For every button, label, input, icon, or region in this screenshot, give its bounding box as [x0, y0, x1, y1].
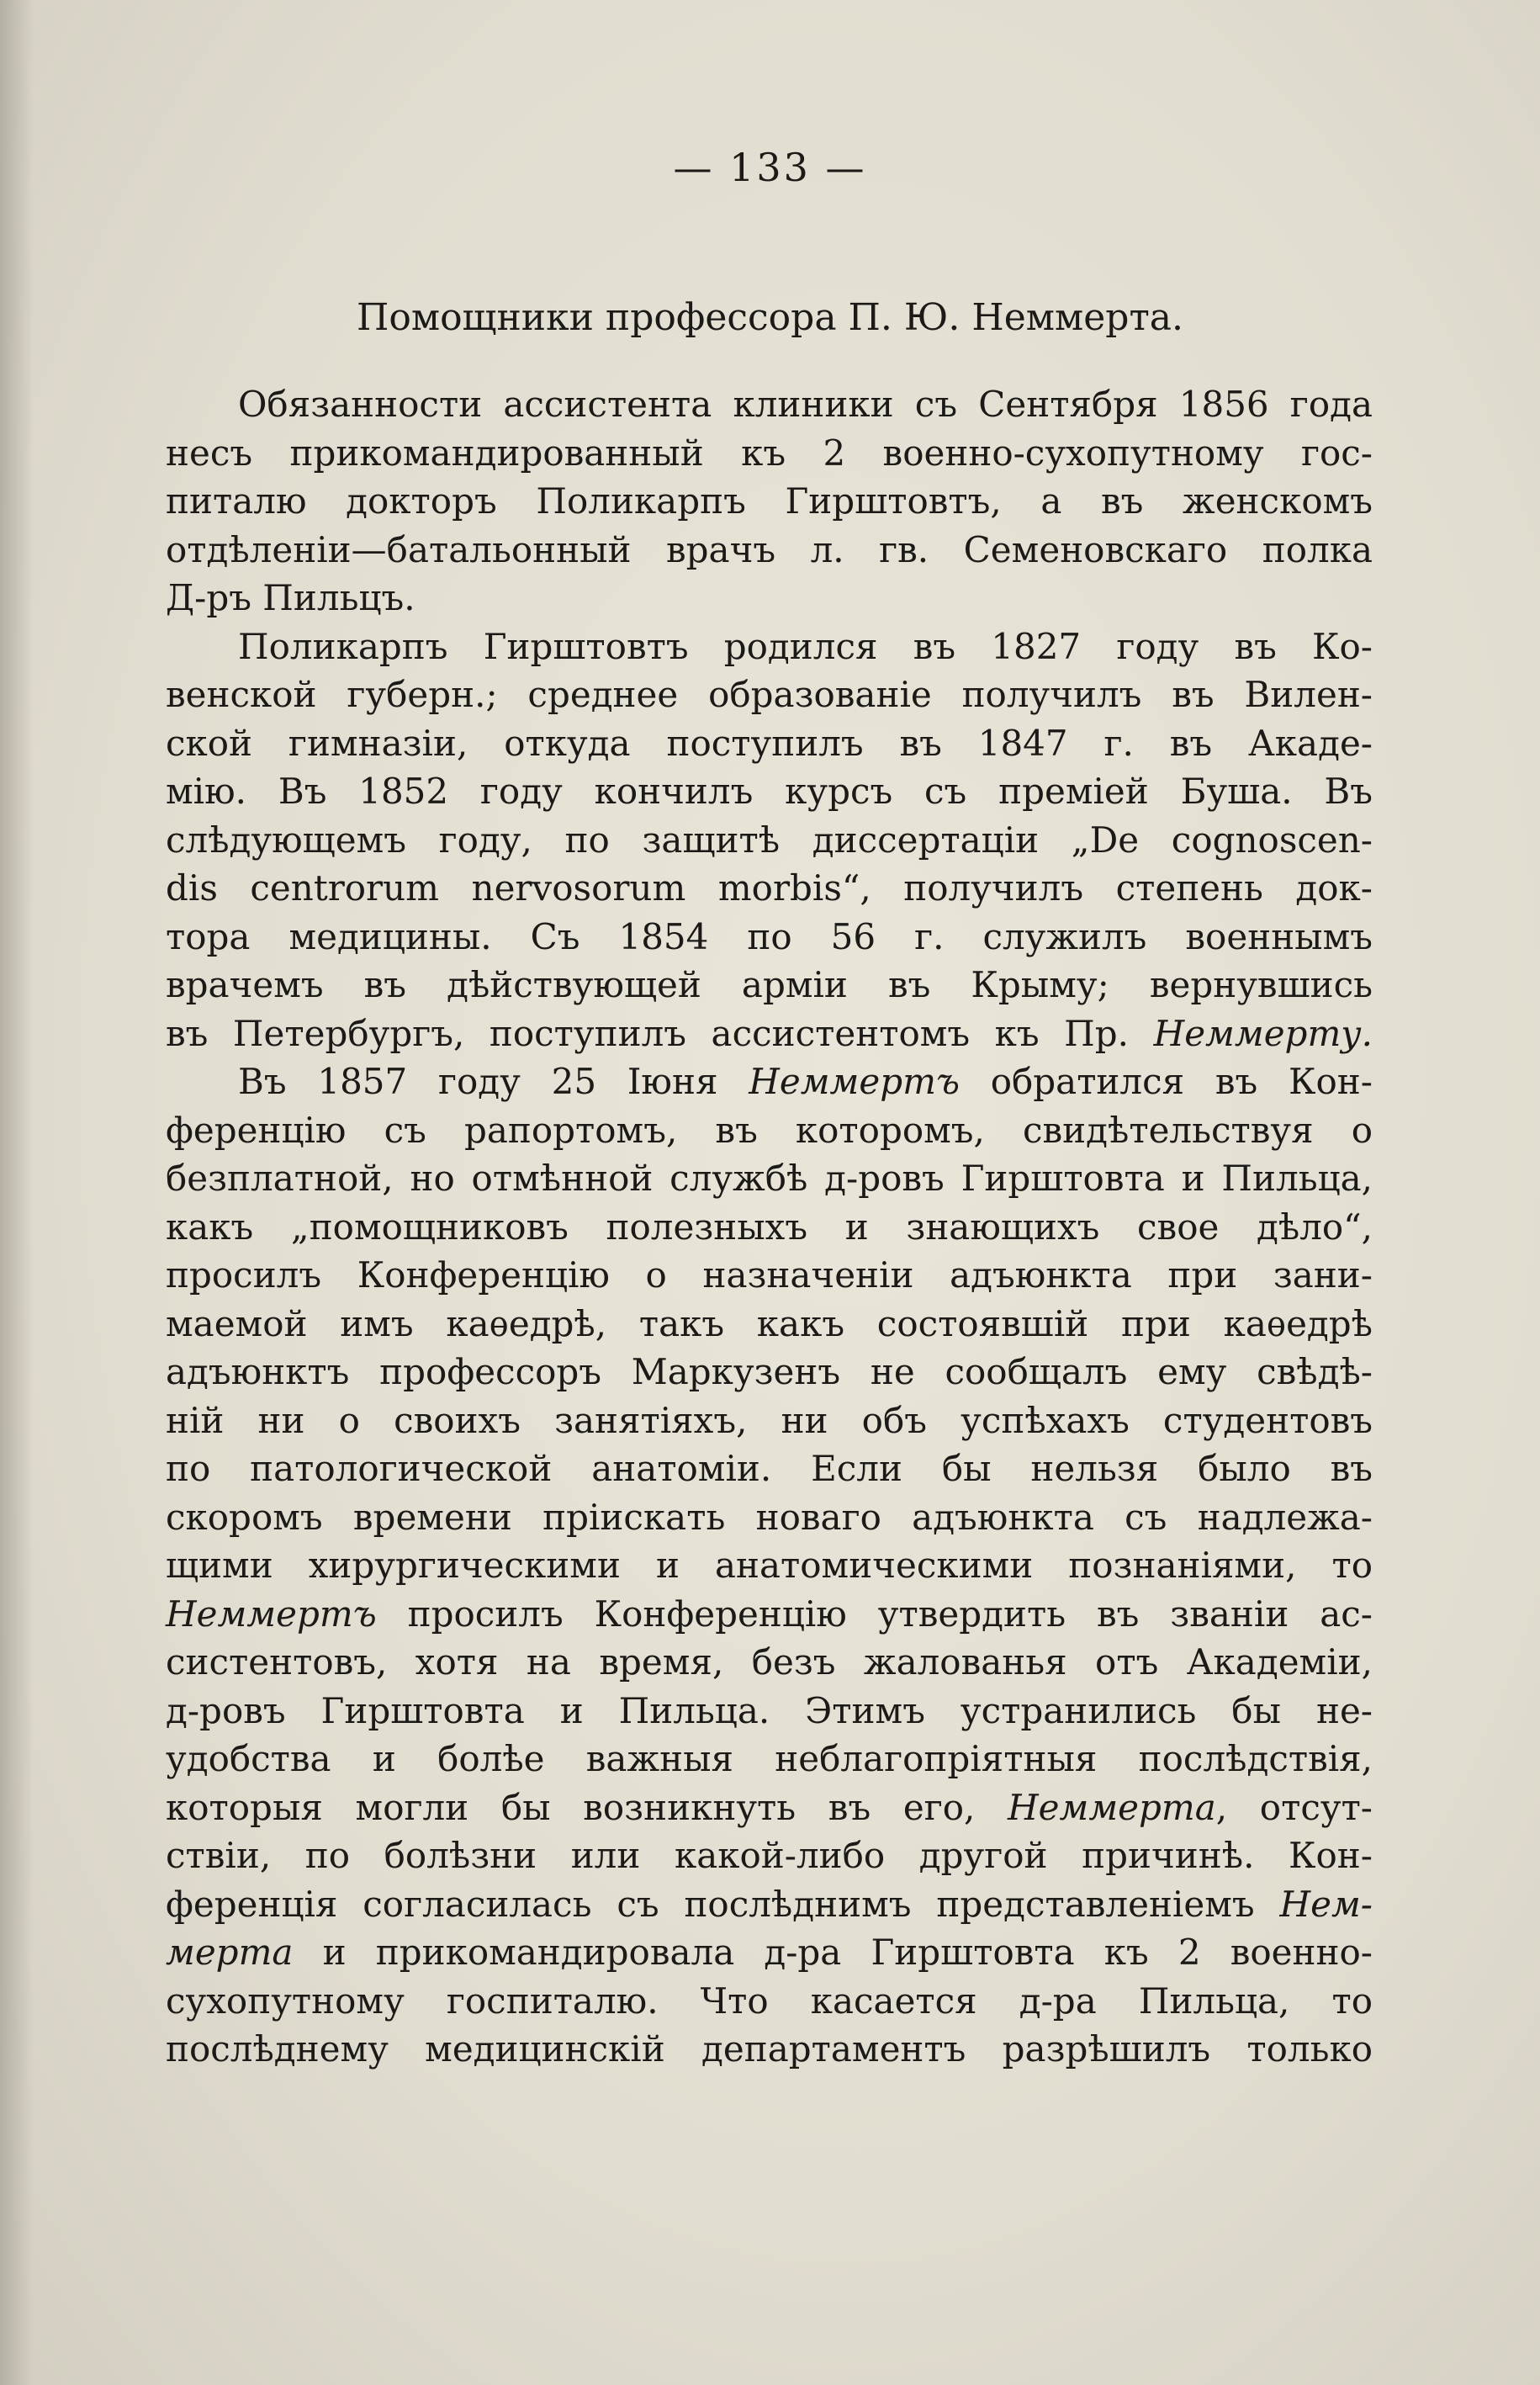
text-span: ній ни о своихъ занятіяхъ, ни объ успѣхахъ студентовъ — [166, 1400, 1373, 1441]
text-line — [166, 429, 1373, 478]
text-line — [166, 1638, 1373, 1687]
text-span: безплатной, но отмѣнной службѣ д-ровъ Гирштовта и Пильца, — [166, 1158, 1373, 1199]
text-line — [166, 1106, 1373, 1155]
text-line — [166, 1203, 1373, 1252]
italic-name: Неммертъ — [749, 1061, 960, 1102]
text-line — [166, 864, 1373, 913]
page-shadow-edge — [0, 0, 34, 2385]
italic-name: Нем- — [1279, 1884, 1373, 1925]
text-line — [166, 526, 1373, 575]
text-line — [166, 1977, 1373, 2026]
text-span: Въ 1857 году 25 Іюня — [238, 1061, 749, 1102]
text-span: отдѣленіи—батальонный врачъ л. гв. Семеновскаго полка — [166, 529, 1373, 570]
text-line — [238, 380, 1373, 429]
text-span: ференція согласилась съ послѣднимъ представленіемъ — [166, 1884, 1280, 1925]
page-number: — 133 — — [673, 145, 867, 190]
text-line — [166, 1444, 1373, 1493]
text-span: маемой имъ каѳедрѣ, такъ какъ состоявшій при каѳедрѣ — [166, 1303, 1373, 1344]
text-span: какъ „помощниковъ полезныхъ и знающихъ свое дѣло“, — [166, 1206, 1373, 1248]
text-line — [166, 1687, 1373, 1736]
text-span: Обязанности ассистента клиники съ Сентября 1856 года — [238, 384, 1373, 425]
text-span: д-ровъ Гирштовта и Пильца. Этимъ устранились бы не- — [166, 1690, 1373, 1731]
text-span: въ Петербургъ, поступилъ ассистентомъ къ Пр. — [166, 1013, 1154, 1054]
text-span: Д-ръ Пильцъ. — [166, 577, 415, 618]
text-span: удобства и болѣе важныя неблагопріятныя послѣдствія, — [166, 1738, 1373, 1779]
text-line — [238, 623, 1373, 671]
text-line — [166, 1831, 1373, 1880]
italic-name: Неммерта — [1008, 1787, 1216, 1828]
text-line — [238, 1057, 1373, 1106]
text-span: врачемъ въ дѣйствующей арміи въ Крыму; вернувшись — [166, 964, 1373, 1005]
text-line — [166, 574, 1373, 623]
text-span: и прикомандировала д-ра Гирштовта къ 2 военно- — [293, 1932, 1373, 1973]
text-line — [166, 1783, 1373, 1832]
text-line — [166, 1880, 1373, 1929]
italic-name: Неммертъ — [166, 1593, 377, 1635]
text-span: адъюнктъ профессоръ Маркузенъ не сообщалъ ему свѣдѣ- — [166, 1351, 1373, 1392]
text-span: мію. Въ 1852 году кончилъ курсъ съ преміей Буша. Въ — [166, 771, 1373, 812]
text-span: ствіи, по болѣзни или какой-либо другой причинѣ. Кон- — [166, 1835, 1373, 1876]
italic-name: мерта — [166, 1932, 294, 1973]
text-line — [166, 913, 1373, 962]
text-span: ской гимназіи, откуда поступилъ въ 1847 г. въ Акаде- — [166, 723, 1373, 764]
text-span: послѣднему медицинскій департаментъ разрѣшилъ только — [166, 2028, 1373, 2070]
text-line — [166, 670, 1373, 719]
text-line — [166, 816, 1373, 865]
text-span: dis centrorum nervosorum morbis“, получилъ степень док- — [166, 867, 1373, 909]
text-span: по патологической анатоміи. Если бы нельзя было въ — [166, 1448, 1373, 1489]
text-line — [166, 477, 1373, 526]
text-line — [166, 1397, 1373, 1445]
text-line — [166, 2025, 1373, 2074]
text-span: обратился въ Кон- — [959, 1061, 1373, 1102]
text-span: слѣдующемъ году, по защитѣ диссертаціи „De cognoscen- — [166, 819, 1373, 861]
text-line — [166, 1928, 1373, 1977]
text-line — [166, 1010, 1373, 1058]
text-span: просилъ Конференцію утвердить въ званіи ас- — [376, 1593, 1373, 1635]
text-line — [166, 767, 1373, 816]
text-span: которыя могли бы возникнуть въ его, — [166, 1787, 1008, 1828]
text-line — [166, 1154, 1373, 1203]
text-span: просилъ Конференцію о назначеніи адъюнкта при зани- — [166, 1254, 1373, 1296]
section-heading: Помощники профессора П. Ю. Неммерта. — [356, 296, 1184, 339]
text-line — [166, 1300, 1373, 1349]
text-line — [166, 1735, 1373, 1783]
text-span: ференцію съ рапортомъ, въ которомъ, свидѣтельствуя о — [166, 1110, 1373, 1151]
text-span: несъ прикомандированный къ 2 военно-сухопутному гос- — [166, 432, 1373, 474]
text-span: систентовъ, хотя на время, безъ жалованья отъ Академіи, — [166, 1641, 1373, 1683]
text-line — [166, 719, 1373, 768]
text-span: тора медицины. Съ 1854 по 56 г. служилъ военнымъ — [166, 916, 1373, 957]
text-line — [166, 1348, 1373, 1397]
italic-name: Неммерту. — [1153, 1013, 1373, 1054]
text-span: Поликарпъ Гирштовтъ родился въ 1827 году въ Ко- — [238, 626, 1373, 667]
text-span: сухопутному госпиталю. Что касается д-ра Пильца, то — [166, 1980, 1373, 2022]
text-line — [166, 1493, 1373, 1542]
text-span: питалю докторъ Поликарпъ Гирштовтъ, а въ женскомъ — [166, 480, 1373, 522]
text-line — [166, 1251, 1373, 1300]
text-span: , отсут- — [1215, 1787, 1373, 1828]
text-line — [166, 1590, 1373, 1639]
text-line — [166, 1541, 1373, 1590]
text-span: щими хирургическими и анатомическими познаніями, то — [166, 1545, 1373, 1586]
text-span: венской губерн.; среднее образованіе получилъ въ Вилен- — [166, 674, 1373, 715]
text-line — [166, 961, 1373, 1010]
text-span: скоромъ времени пріискать новаго адъюнкта съ надлежа- — [166, 1497, 1373, 1538]
